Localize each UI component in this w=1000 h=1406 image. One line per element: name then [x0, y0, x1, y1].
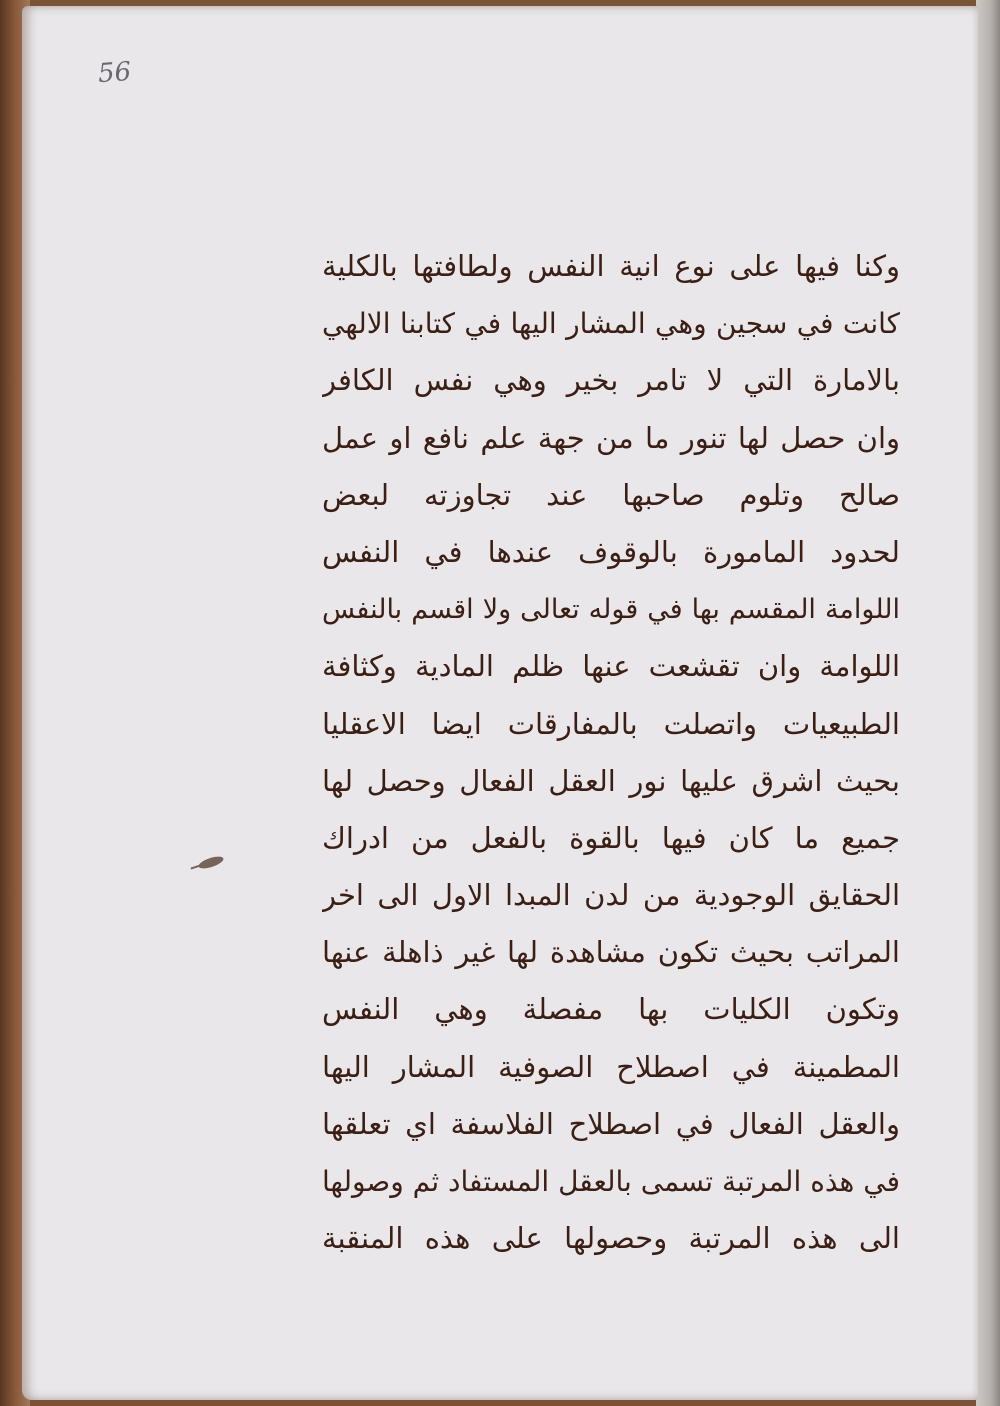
text-line: اللوامة المقسم بها في قوله تعالى ولا اقسم بالنفس [322, 594, 900, 626]
text-line: جميع ما كان فيها بالقوة بالفعل من ادراك [322, 820, 900, 855]
manuscript-text-block [322, 238, 900, 1267]
text-line: بحيث اشرق عليها نور العقل الفعال وحصل لها [322, 763, 900, 798]
text-line: صالح وتلوم صاحبها عند تجاوزته لبعض [322, 477, 900, 512]
text-line: المطمينة في اصطلاح الصوفية المشار اليها [322, 1049, 900, 1084]
text-line: في هذه المرتبة تسمى بالعقل المستفاد ثم وصولها [322, 1165, 900, 1198]
text-line: اللوامة وان تقشعت عنها ظلم المادية وكثافة [322, 649, 900, 684]
text-line: المراتب بحيث تكون مشاهدة لها غير ذاهلة عنها [322, 935, 900, 970]
text-line: لحدود المامورة بالوقوف عندها في النفس [322, 534, 900, 569]
text-line: وان حصل لها تنور ما من جهة علم نافع او عمل [322, 420, 900, 455]
text-line: وتكون الكليات بها مفصلة وهي النفس [322, 992, 900, 1027]
text-line: الى هذه المرتبة وحصولها على هذه المنقبة [322, 1221, 900, 1256]
text-line: كانت في سجين وهي المشار اليها في كتابنا الالهي [322, 307, 900, 341]
text-line: بالامارة التي لا تامر بخير وهي نفس الكافر [322, 363, 900, 398]
ink-blot [197, 854, 225, 871]
text-line: والعقل الفعال في اصطلاح الفلاسفة اي تعلقها [322, 1106, 900, 1141]
text-line: وكنا فيها على نوع انية النفس ولطافتها بالكلية [322, 249, 900, 283]
page-stack-edge [976, 0, 1000, 1406]
folio-number: 56 [96, 56, 133, 90]
text-line: الطبيعيات واتصلت بالمفارقات ايضا الاعقليا [322, 706, 900, 741]
text-line: الحقايق الوجودية من لدن المبدا الاول الى اخر [322, 878, 900, 913]
manuscript-page [22, 6, 978, 1400]
